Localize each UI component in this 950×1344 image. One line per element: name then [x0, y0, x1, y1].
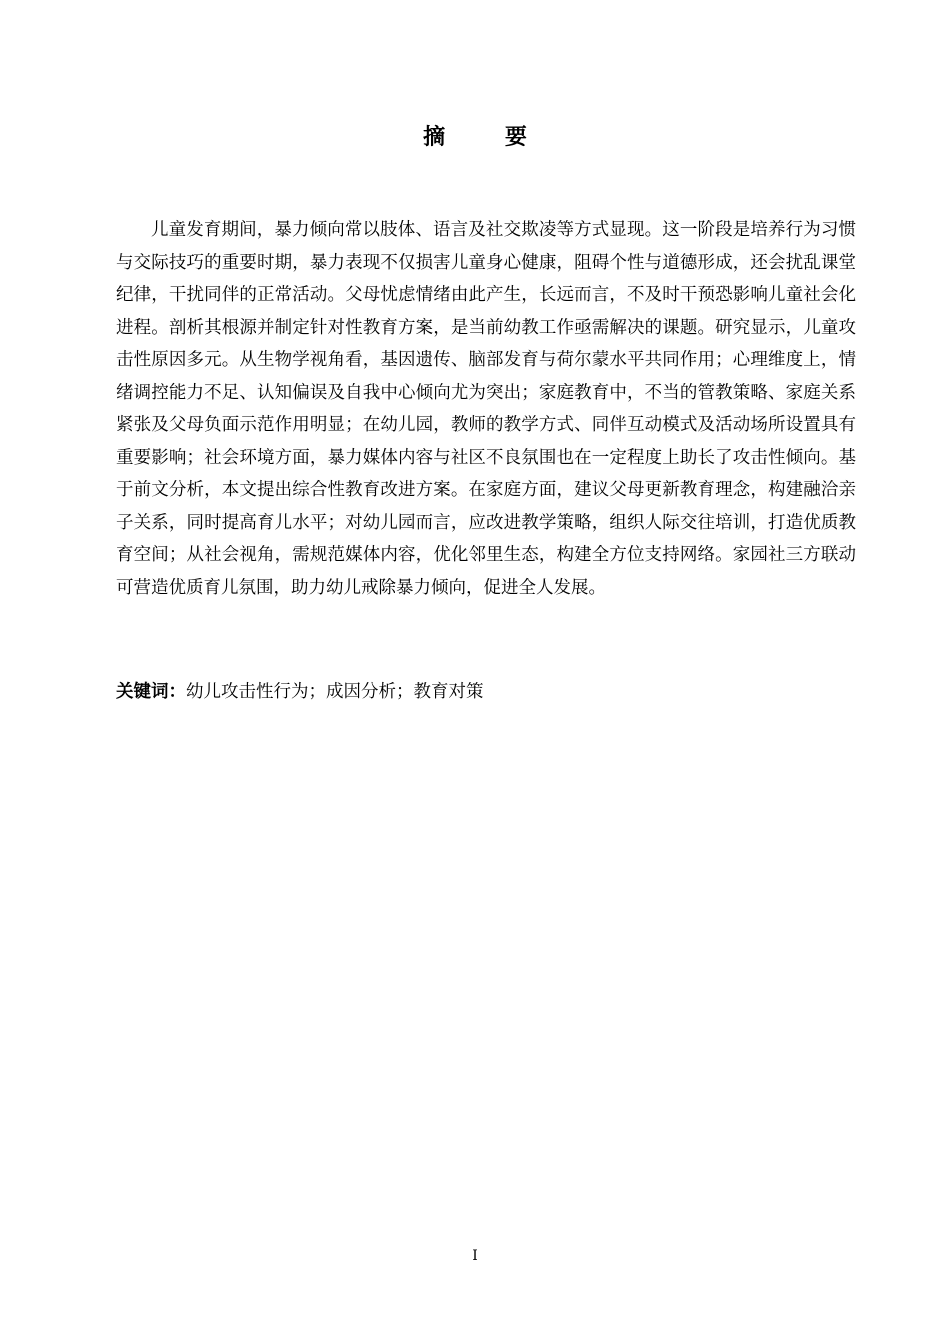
keywords-text: 幼儿攻击性行为；成因分析；教育对策 [186, 682, 484, 702]
keywords-line [116, 676, 856, 708]
abstract-body: 儿童发育期间，暴力倾向常以肢体、语言及社交欺凌等方式显现。这一阶段是培养行为习惯与交际技巧的重要时期，暴力表现不仅损害儿童身心健康，阻碍个性与道德形成，还会扰乱课堂纪律，干扰同伴的正常活动。父母忧虑情绪由此产生，长远而言，不及时干预恐影响儿童社会化进程。剖析其根源并制定针对性教育方案，是当前幼教工作亟需解决的课题。研究显示，儿童攻击性原因多元。从生物学视角看，基因遗传、脑部发育与荷尔蒙水平共同作用；心理维度上，情绪调控能力不足、认知偏误及自我中心倾向尤为突出；家庭教育中，不当的管教策略、家庭关系紧张及父母负面示范作用明显；在幼儿园，教师的教学方式、同伴互动模式及活动场所设置具有重要影响；社会环境方面，暴力媒体内容与社区不良氛围也在一定程度上助长了攻击性倾向。基于前文分析，本文提出综合性教育改进方案。在家庭方面，建议父母更新教育理念，构建融洽亲子关系，同时提高育儿水平；对幼儿园而言，应改进教学策略，组织人际交往培训，打造优质教育空间；从社会视角，需规范媒体内容，优化邻里生态，构建全方位支持网络。家园社三方联动可营造优质育儿氛围，助力幼儿戒除暴力倾向，促进全人发展。 [116, 220, 856, 598]
abstract-title: 摘 要 [423, 125, 553, 150]
page-number: I [472, 1248, 478, 1264]
keywords-label: 关键词： [116, 682, 186, 702]
